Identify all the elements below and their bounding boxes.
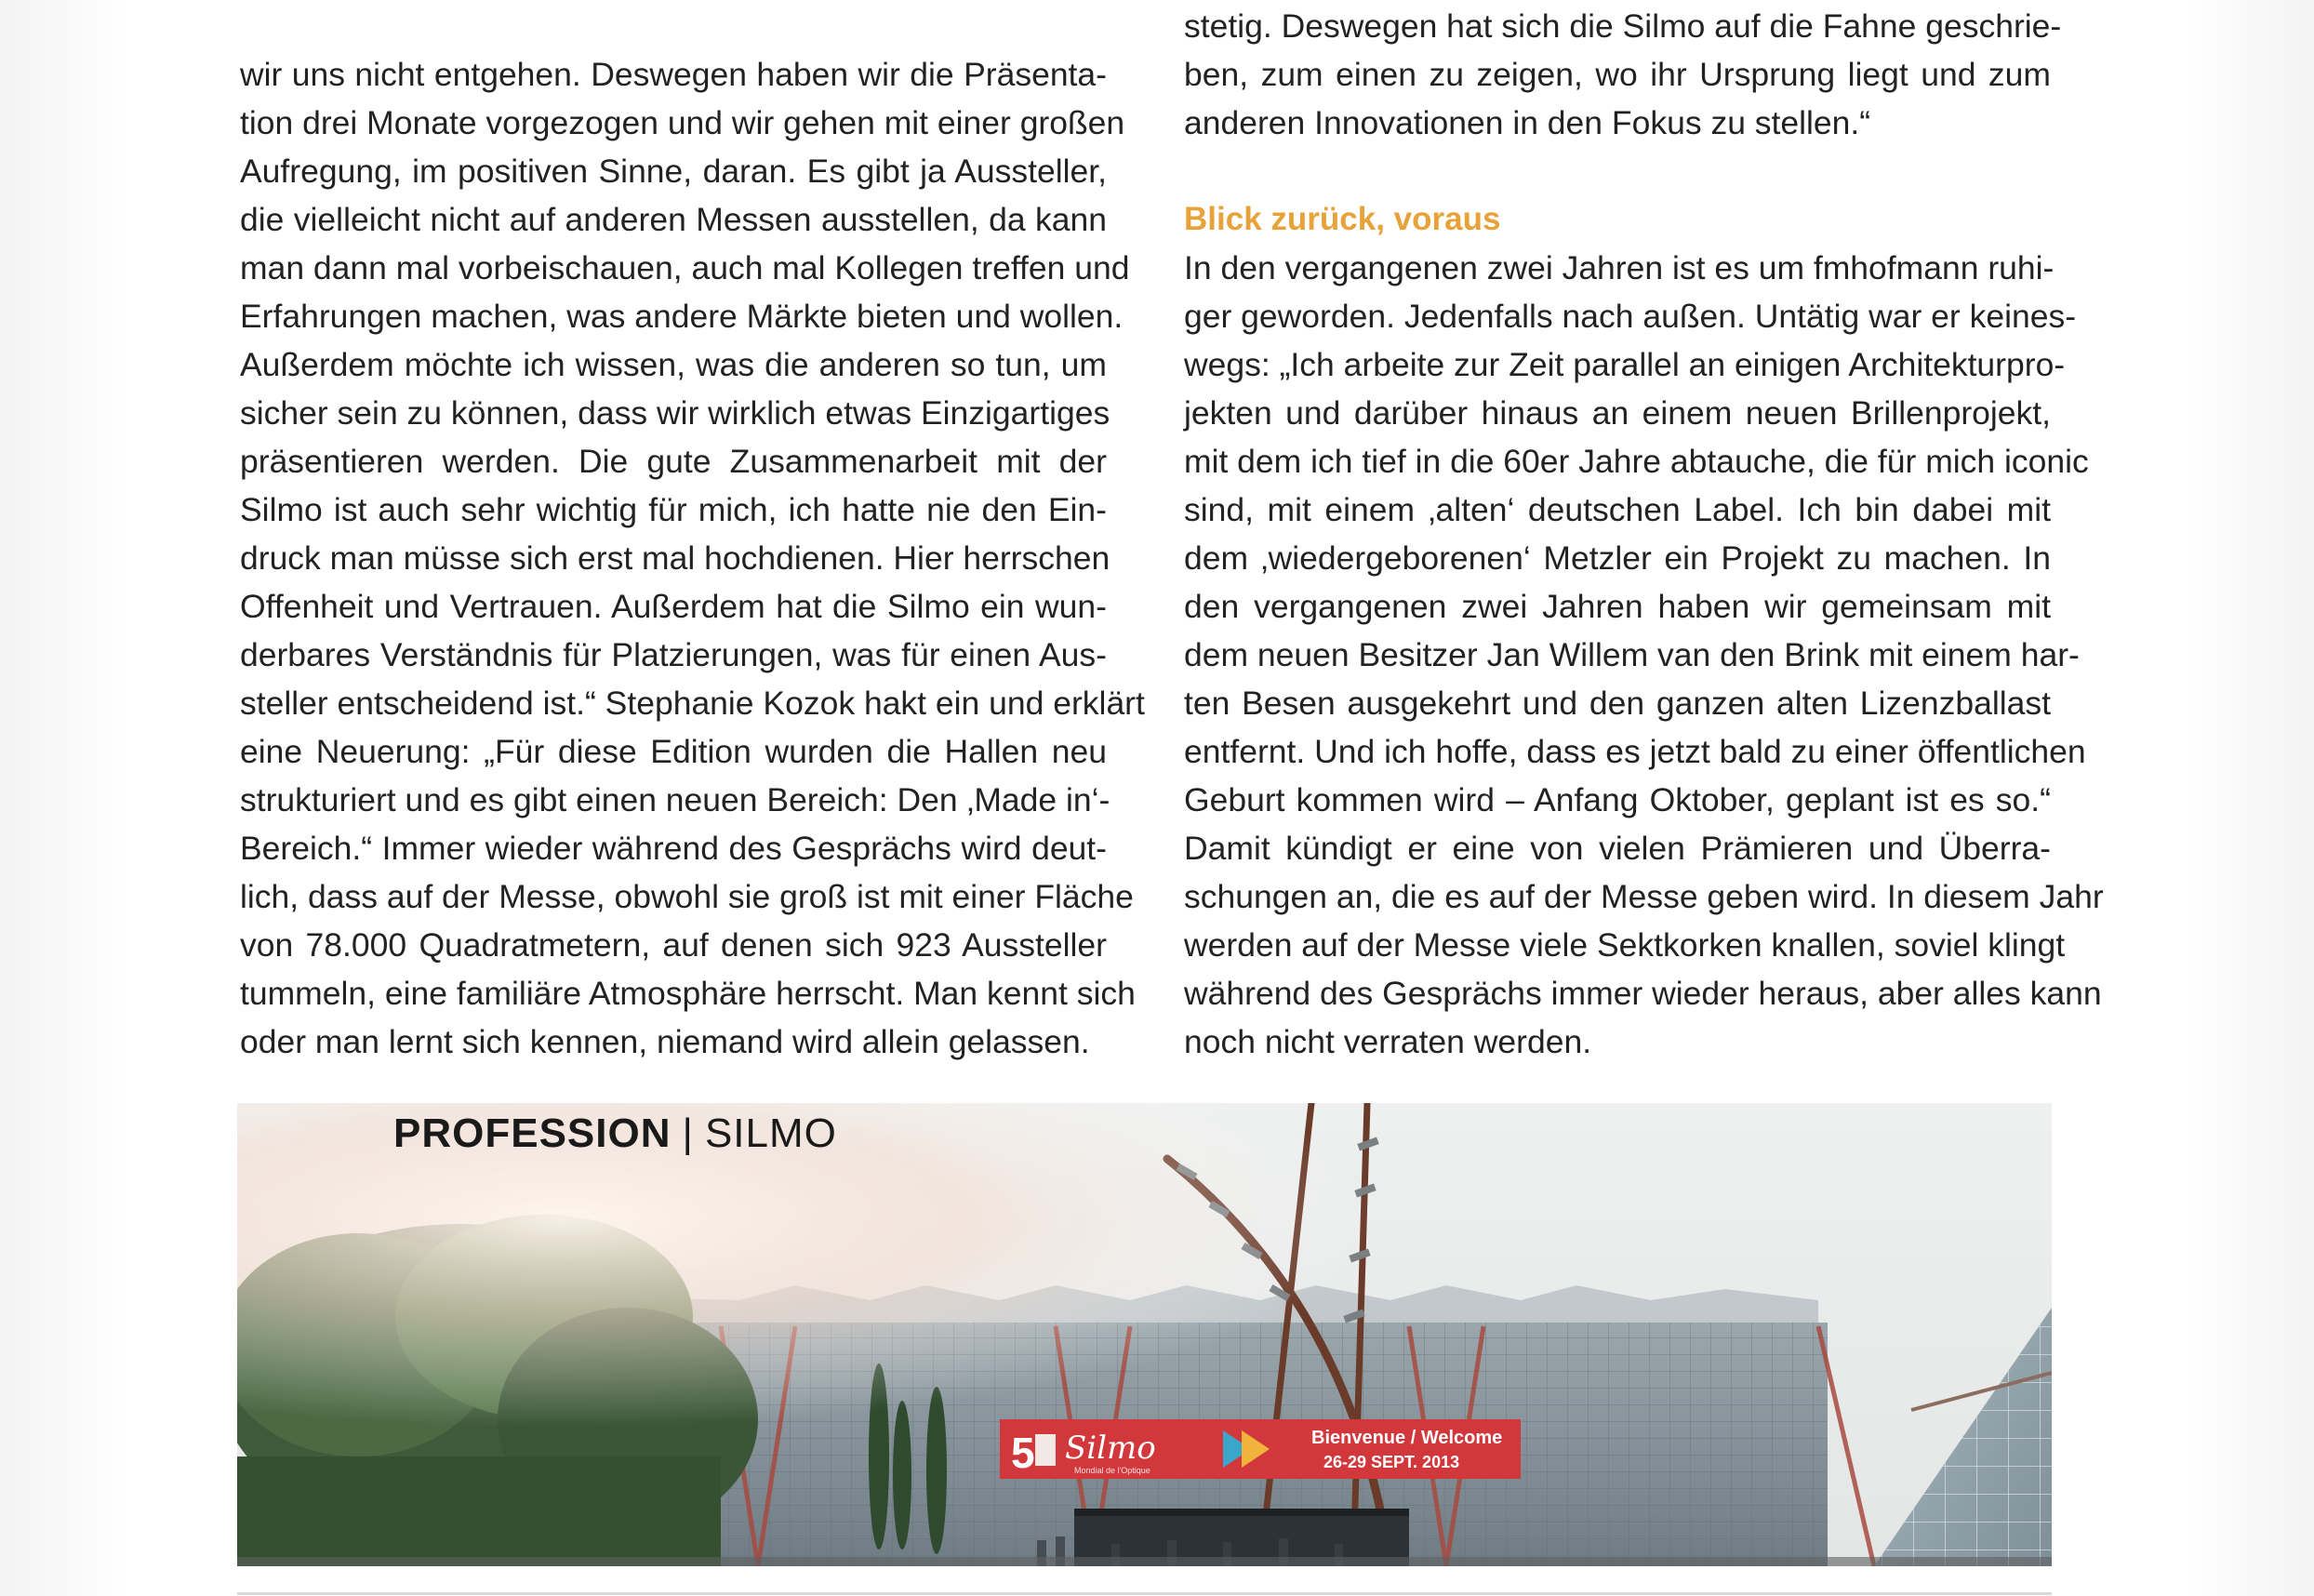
section-label-profession: PROFESSION [393,1111,672,1156]
text-line: dem ‚wiedergeborenen‘ Metzler ein Projekt zu machen. In [1184,539,2051,577]
text-line: sicher sein zu können, dass wir wirklich etwas Einzigartiges [240,394,1110,432]
text-line: Außerdem möchte ich wissen, was die anderen so tun, um [240,346,1107,383]
text-line: lich, dass auf der Messe, obwohl sie groß ist mit einer Fläche [240,878,1134,915]
text-line: eine Neuerung: „Für diese Edition wurden die Hallen neu [240,733,1107,770]
text-line: den vergangenen zwei Jahren haben wir gemeinsam mit [1184,588,2051,625]
section-subheading: Blick zurück, voraus [1184,201,1501,237]
page-edge-right [2184,0,2314,1596]
text-line: oder man lernt sich kennen, niemand wird allein gelassen. [240,1023,1090,1060]
text-line: derbares Verständnis für Platzierungen, was für einen Aus- [240,636,1107,673]
text-line: Bereich.“ Immer wieder während des Gesprächs wird deut- [240,830,1107,867]
text-line: während des Gesprächs immer wieder heraus, aber alles kann [1184,975,2102,1012]
text-line: Offenheit und Vertrauen. Außerdem hat die Silmo ein wun- [240,588,1107,625]
right-column [1184,2,2104,1066]
text-line: von 78.000 Quadratmetern, auf denen sich 923 Aussteller [240,926,1107,964]
text-line: stetig. Deswegen hat sich die Silmo auf die Fahne geschrie- [1184,7,2062,45]
text-line: wegs: „Ich arbeite zur Zeit parallel an einigen Architekturpro- [1184,346,2066,383]
left-column [240,50,1145,1066]
text-line: steller entscheidend ist.“ Stephanie Kozok hakt ein und erklärt [240,685,1145,722]
text-line: entfernt. Und ich hoffe, dass es jetzt bald zu einer öffentlichen [1184,733,2086,770]
silmo-exhibition-photo [237,1103,2052,1566]
paragraph-gap [1184,147,2051,195]
text-line: Aufregung, im positiven Sinne, daran. Es gibt ja Aussteller, [240,153,1107,190]
text-line: schungen an, die es auf der Messe geben wird. In diesem Jahr [1184,878,2104,915]
text-line: In den vergangenen zwei Jahren ist es um fmhofmann ruhi- [1184,249,2055,286]
text-line: tion drei Monate vorgezogen und wir gehen mit einer großen [240,104,1125,141]
text-line: anderen Innovationen in den Fokus zu stellen.“ [1184,104,1871,141]
text-line: ten Besen ausgekehrt und den ganzen alten Lizenzballast [1184,685,2051,722]
section-label-silmo: SILMO [704,1111,837,1156]
text-line: noch nicht verraten werden. [1184,1023,1592,1060]
text-line: Erfahrungen machen, was andere Märkte bieten und wollen. [240,298,1124,335]
right-column-body [1184,244,2104,1066]
section-label-separator: | [682,1111,694,1156]
bottom-rule [237,1592,2052,1595]
text-line: Geburt kommen wird – Anfang Oktober, geplant ist es so.“ [1184,781,2051,818]
text-line: druck man müsse sich erst mal hochdienen. Hier herrschen [240,539,1110,577]
text-line: wir uns nicht entgehen. Deswegen haben wir die Präsenta- [240,56,1107,93]
text-line: tummeln, eine familiäre Atmosphäre herrscht. Man kennt sich [240,975,1136,1012]
text-line: werden auf der Messe viele Sektkorken knallen, soviel klingt [1184,926,2066,964]
text-line: mit dem ich tief in die 60er Jahre abtauche, die für mich iconic [1184,443,2089,480]
text-line: Silmo ist auch sehr wichtig für mich, ich hatte nie den Ein- [240,491,1107,528]
right-column-intro [1184,2,2062,147]
page-edge-left [0,0,130,1596]
text-line: man dann mal vorbeischauen, auch mal Kollegen treffen und [240,249,1130,286]
text-line: dem neuen Besitzer Jan Willem van den Brink mit einem har- [1184,636,2080,673]
text-line: ben, zum einen zu zeigen, wo ihr Ursprung liegt und zum [1184,56,2051,93]
text-line: die vielleicht nicht auf anderen Messen ausstellen, da kann [240,201,1107,238]
text-line: präsentieren werden. Die gute Zusammenarbeit mit der [240,443,1107,480]
text-line: sind, mit einem ‚alten‘ deutschen Label. Ich bin dabei mit [1184,491,2051,528]
text-line: ger geworden. Jedenfalls nach außen. Untätig war er keines- [1184,298,2077,335]
text-line: Damit kündigt er eine von vielen Prämieren und Überra- [1184,830,2051,867]
text-line: jekten und darüber hinaus an einem neuen Brillenprojekt, [1184,394,2051,432]
photo-section-label [393,1111,837,1157]
text-line: strukturiert und es gibt einen neuen Bereich: Den ‚Made in‘- [240,781,1110,818]
